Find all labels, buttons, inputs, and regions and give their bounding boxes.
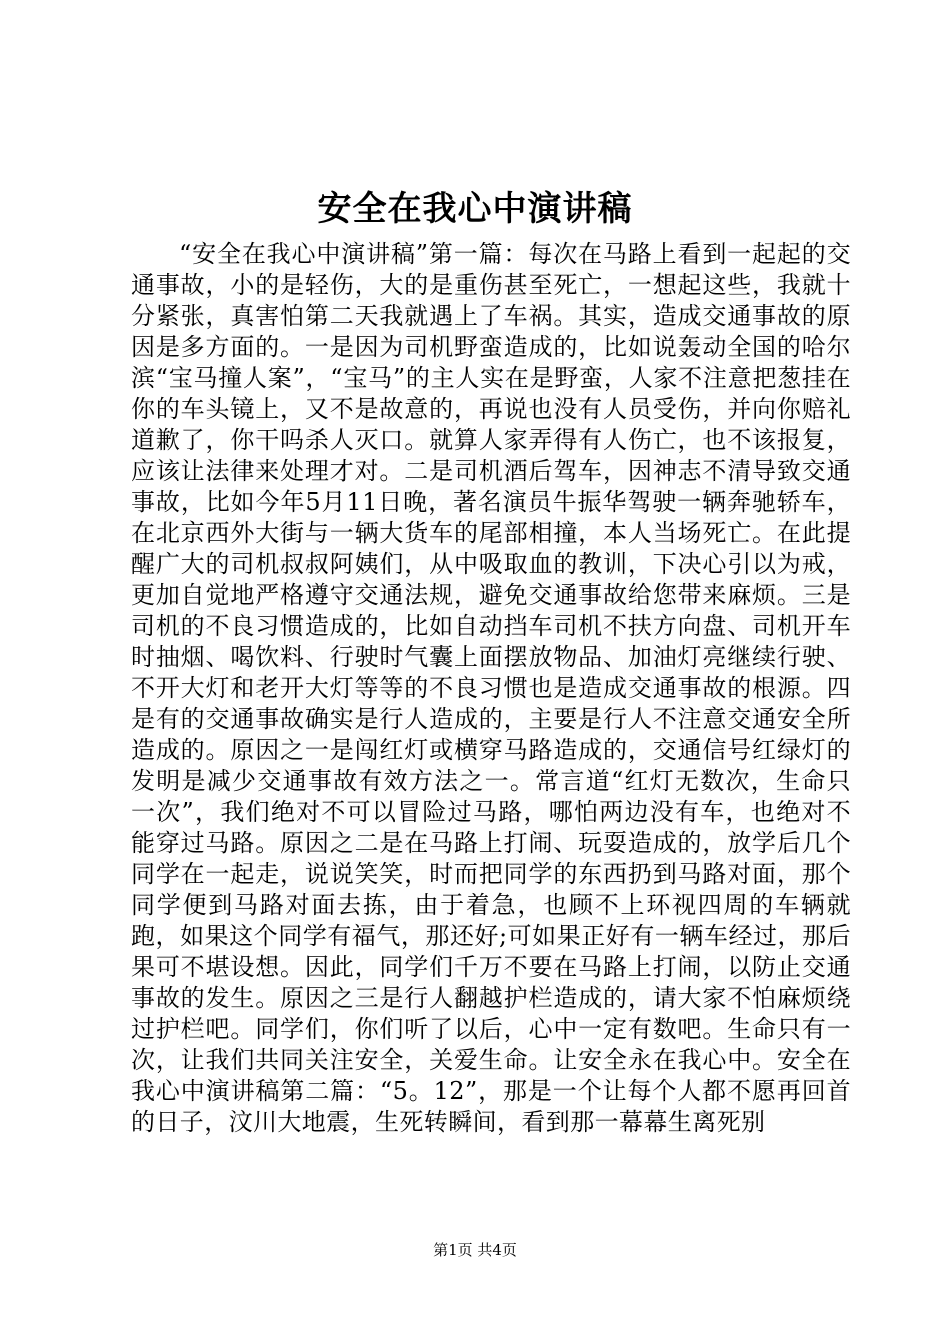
page-number: 第1页 <box>433 1241 473 1259</box>
page-title: 安全在我心中演讲稿 <box>317 189 633 229</box>
page-footer <box>0 1240 950 1260</box>
body-paragraph: “安全在我心中演讲稿”第一篇：每次在马路上看到一起起的交通事故，小的是轻伤，大的是重伤甚至死亡，一想起这些，我就十分紧张，真害怕第二天我就遇上了车祸。其实，造成交通事故的原因是多方面的。一是因为司机野蛮造成的，比如说轰动全国的哈尔滨“宝马撞人案”，“宝马”的主人实在是野蛮，人家不注意把葱挂在你的车头镜上，又不是故意的，再说也没有人员受伤，并向你赔礼道歉了，你干吗杀人灭口。就算人家弄得有人伤亡，也不该报复，应该让法律来处理才对。二是司机酒后驾车，因神志不清导致交通事故，比如今年5月11日晚，著名演员牛振华驾驶一辆奔驰轿车，在北京西外大街与一辆大货车的尾部相撞，本人当场死亡。在此提醒广大的司机叔叔阿姨们，从中吸取血的教训，下决心引以为戒，更加自觉地严格遵守交通法规，避免交通事故给您带来麻烦。三是司机的不良习惯造成的，比如自动挡车司机不扶方向盘、司机开车时抽烟、喝饮料、行驶时气囊上面摆放物品、加油灯亮继续行驶、不开大灯和老开大灯等等的不良习惯也是造成交通事故的根源。四是有的交通事故确实是行人造成的，主要是行人不注意交通安全所造成的。原因之一是闯红灯或横穿马路造成的，交通信号红绿灯的发明是减少交通事故有效方法之一。常言道“红灯无数次，生命只一次”，我们绝对不可以冒险过马路，哪怕两边没有车，也绝对不能穿过马路。原因之二是在马路上打闹、玩耍造成的，放学后几个同学在一起走，说说笑笑，时而把同学的东西扔到马路对面，那个同学便到马路对面去拣，由于着急，也顾不上环视四周的车辆就跑，如果这个同学有福气，那还好;可如果正好有一辆车经过，那后果可不堪设想。因此，同学们千万不要在马路上打闹，以防止交通事故的发生。原因之三是行人翻越护栏造成的，请大家不怕麻烦绕过护栏吧。同学们，你们听了以后，心中一定有数吧。生命只有一次，让我们共同关注安全，关爱生命。让安全永在我心中。安全在我心中演讲稿第二篇：“5。12”，那是一个让每个人都不愿再回首的日子，汶川大地震，生死转瞬间，看到那一幕幕生离死别 <box>131 240 851 1136</box>
page-total: 共4页 <box>477 1241 517 1259</box>
